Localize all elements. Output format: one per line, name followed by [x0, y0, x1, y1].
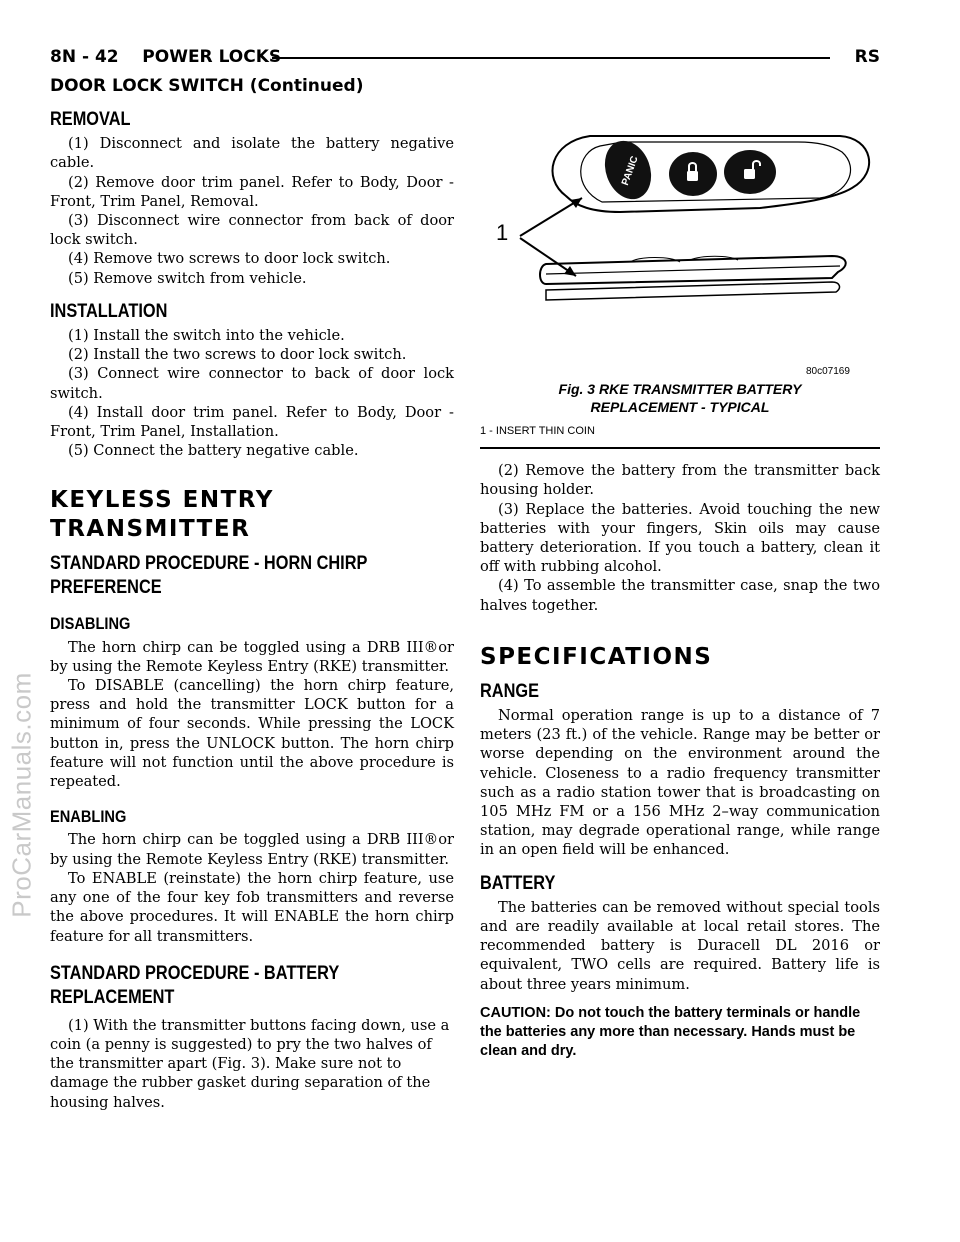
watermark-text: ProCarManuals.com — [6, 672, 37, 918]
callout-leader-1 — [520, 198, 582, 236]
battery-spec-paragraph: The batteries can be removed without special tools and are readily available at local retail stores. The recommended battery is Duracell DL 2016 or equivalent, TWO cells are required. Battery life is about three years minimum. — [480, 898, 880, 993]
battery-step: (4) To assemble the transmitter case, snap the two halves together. — [480, 577, 880, 614]
installation-step: (1) Install the switch into the vehicle. — [68, 327, 345, 345]
horn-heading-line2: PREFERENCE — [50, 577, 162, 599]
battery-heading-line2: REPLACEMENT — [50, 986, 175, 1008]
installation-step: (3) Connect wire connector to back of door lock switch. — [50, 365, 454, 402]
keyless-heading-line1: KEYLESS ENTRY — [50, 487, 274, 514]
lock-icon — [687, 171, 698, 181]
unlock-icon — [744, 169, 755, 179]
header-section-title: 8N - 42 POWER LOCKS — [50, 47, 282, 67]
installation-heading: INSTALLATION — [50, 300, 168, 322]
disabling-paragraph: To DISABLE (cancelling) the horn chirp feature, press and hold the transmitter LOCK button for a minimum of four seconds. While pressing the LOCK button in, press the UNLOCK button. The horn chirp feature will not function until the above procedure is repeated. — [50, 677, 454, 791]
caption-line2: REPLACEMENT - TYPICAL — [590, 399, 770, 415]
battery-replacement-heading — [50, 962, 397, 1010]
enabling-paragraph: To ENABLE (reinstate) the horn chirp feature, use any one of the four key fob transmitters and reverse the above procedures. It will ENABLE the horn chirp feature for all transmitters. — [50, 869, 454, 945]
removal-step: (2) Remove door trim panel. Refer to Body, Door - Front, Trim Panel, Removal. — [50, 173, 454, 210]
disabling-heading: DISABLING — [50, 614, 131, 634]
header-code: RS — [854, 47, 880, 67]
removal-step: (5) Remove switch from vehicle. — [68, 269, 307, 287]
battery-heading-line1: STANDARD PROCEDURE - BATTERY — [50, 962, 340, 984]
battery-step: (3) Replace the batteries. Avoid touching the new batteries with your fingers, Skin oils may cause battery deterioration. If you touch a battery, clean it off with rubbing alcohol. — [480, 500, 880, 576]
battery-step-1: (1) With the transmitter buttons facing down, use a coin (a penny is suggested) to pry the two halves of the transmitter apart (Fig. 3). Make sure not to damage the rubber gasket during separation of the housing halves. — [50, 1016, 450, 1111]
keyless-heading-line2: TRANSMITTER — [50, 516, 251, 543]
horn-heading-line1: STANDARD PROCEDURE - HORN CHIRP — [50, 553, 368, 575]
installation-step: (2) Install the two screws to door lock switch. — [68, 346, 407, 364]
page-header — [50, 47, 880, 73]
left-column — [50, 110, 454, 1112]
horn-chirp-heading — [50, 552, 397, 600]
battery-spec-heading: BATTERY — [480, 872, 556, 894]
caption-line1: Fig. 3 RKE TRANSMITTER BATTERY — [558, 381, 802, 397]
figure-legend: 1 - INSERT THIN COIN — [480, 422, 880, 449]
continued-title: DOOR LOCK SWITCH (Continued) — [50, 76, 364, 96]
keyless-entry-heading — [50, 486, 454, 544]
right-column — [480, 116, 880, 1061]
callout-number: 1 — [496, 220, 509, 245]
enabling-heading: ENABLING — [50, 807, 127, 827]
removal-step: (3) Disconnect wire connector from back of door lock switch. — [50, 212, 454, 249]
removal-step: (1) Disconnect and isolate the battery negative cable. — [50, 135, 454, 172]
caution-note: CAUTION: Do not touch the battery terminals or handle the batteries any more than necessary. Hands must be clean and dry. — [480, 1004, 861, 1059]
installation-step: (5) Connect the battery negative cable. — [68, 442, 359, 460]
figure-3 — [480, 116, 880, 378]
watermark — [2, 0, 42, 1242]
removal-step: (4) Remove two screws to door lock switch. — [68, 250, 391, 268]
installation-step: (4) Install door trim panel. Refer to Body, Door - Front, Trim Panel, Installation. — [50, 403, 454, 441]
enabling-paragraph: The horn chirp can be toggled using a DRB III®or by using the Remote Keyless Entry (RKE) transmitter. — [50, 831, 454, 868]
header-rule — [272, 57, 830, 59]
disabling-paragraph: The horn chirp can be toggled using a DRB III®or by using the Remote Keyless Entry (RKE) transmitter. — [50, 638, 454, 675]
transmitter-illustration — [480, 116, 880, 378]
figure-caption — [480, 380, 880, 416]
removal-heading: REMOVAL — [50, 109, 131, 130]
range-paragraph: Normal operation range is up to a distance of 7 meters (23 ft.) of the vehicle. Range may be better or worse depending on the environment around the vehicle. Closeness to a radio frequency transmitter such as a radio station tower that is broadcasting on 105 MHz FM or a 156 MHz 2–way communication station, may degrade operational range, while range in an open field will be enhanced. — [480, 707, 880, 859]
specifications-heading: SPECIFICATIONS — [480, 643, 713, 670]
battery-step: (2) Remove the battery from the transmitter back housing holder. — [480, 462, 880, 499]
figure-code: 80c07169 — [806, 366, 850, 377]
range-heading: RANGE — [480, 680, 540, 702]
panic-label: PANIC — [619, 154, 641, 188]
